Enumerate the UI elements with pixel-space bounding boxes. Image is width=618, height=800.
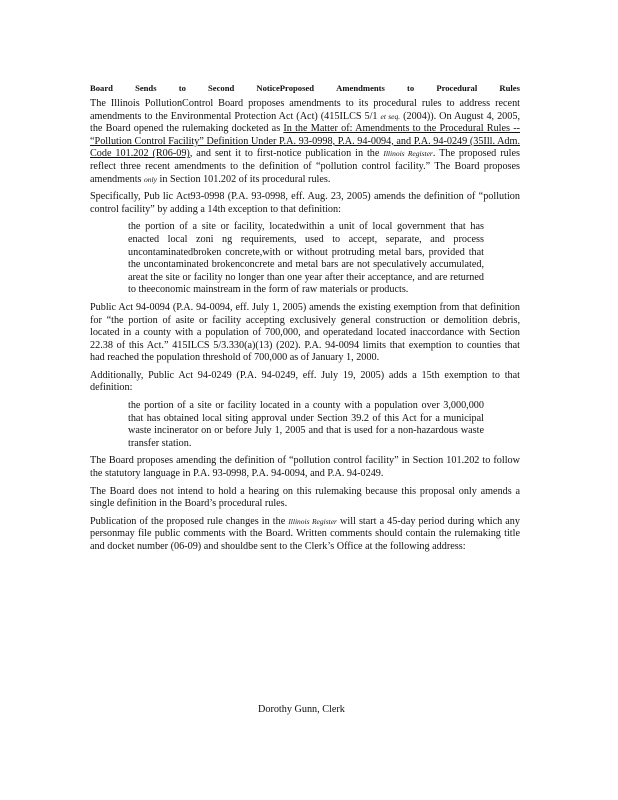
text-run: The Illinois PollutionControl Board proposes amendments to its procedural rules to address recent amendments to the Environmental Protection Act (Act) (415ILCS 5/1 [90,98,520,122]
text-run: (2004)). On August 4, 2005, the Board opened the rulemaking docketed as [90,110,520,135]
document-title [90,82,520,95]
paragraph-specifically: Specifically, Pub lic Act93-0998 (P.A. 93-0998, eff. Aug. 23, 2005) amends the definition of “pollution control facility” by adding a 14th exception to that definition: [90,191,520,215]
clerk-signature-line: Dorothy Gunn, Clerk [258,704,345,715]
text-run: will start a 45-day period during which any personmay file public comments with the Board. Written comments should contain the rulemaking title and docket number (06-09) and shouldbe sent to the Clerk’s Office at the following address: [90,515,520,552]
paragraph-additionally: Additionally, Public Act 94-0249 (P.A. 94-0249, eff. July 19, 2005) adds a 15th exemption to that definition: [90,369,520,394]
title-word: NoticeProposed [256,83,315,93]
title-word: to [407,83,415,93]
title-word: Board [90,83,113,93]
title-word: to [178,83,186,93]
text-run: . The proposed rules reflect three recent amendments to the definition of “pollution control facility.” The Board proposes amendments [90,148,520,185]
paragraph-pa-94-0094: Public Act 94-0094 (P.A. 94-0094, eff. July 1, 2005) amends the existing exemption from that definition for “the portion of asite or facility accepting exclusively general construction or demolition debris, located in a county with a population of 700,000, and operatedand located inaccordance with Section 22.38 of this Act.” 415ILCS 5/3.330(a)(13) (202). P.A. 94-0094 limits that exemption to counties that had reached the population threshold of 700,000 as of January 1, 2000. [90,301,520,364]
text-run: Publication of the proposed rule changes in the [90,515,289,527]
title-word: Rules [499,83,520,93]
paragraph-intro [90,98,520,186]
emphasis-only: only [144,174,157,184]
quote-exception-14: the portion of a site or facility, locatedwithin a unit of local government that has enacted local zoni ng requirements, used to accept, separate, and process uncontaminatedbroken concrete,with or without protruding metal bars, provided that the uncontaminated brokenconcrete and metal bars are not speculatively accumulated, areat the site or facility no longer than one year after their acceptance, and are returned to theeconomic mainstream in the form of raw materials or products. [128,221,484,296]
paragraph-hearing: The Board does not intend to hold a hearing on this rulemaking because this proposal only amends a single definition in the Board’s procedural rules. [90,485,520,510]
register-name: Illinois Register [288,516,337,526]
title-word: Amendments [336,83,385,93]
paragraph-publication [90,516,520,554]
rulemaking-title: In the Matter of: Amendments to the Procedural Rules -- “Pollution Control Facility” Definition Under P.A. 93-0998, P.A. 94-0094, and P.A. 94-0249 (35Ill. Adm. Code 101.202 (R06-09) [90,123,520,160]
quote-exception-15: the portion of a site or facility located in a county with a population over 3,000,000 that has obtained local siting approval under Section 39.2 of this Act for a municipal waste incinerator on or before July 1, 2005 and that is used for a non-hazardous waste transfer station. [128,400,484,449]
title-word: Procedural [436,83,478,93]
title-word: Second [208,83,235,93]
register-name: Illinois Register [383,149,433,159]
text-run: , and sent it to first-notice publication in the [189,148,384,160]
et-seq-text: et seq. [380,111,401,121]
title-word: Sends [135,83,157,93]
paragraph-proposal: The Board proposes amending the definition of “pollution control facility” in Section 101.202 to follow the statutory language in P.A. 93-0998, P.A. 94-0094, and P.A. 94-0249. [90,455,520,480]
document-body [90,98,520,559]
text-run: in Section 101.202 of its procedural rules. [156,173,331,185]
